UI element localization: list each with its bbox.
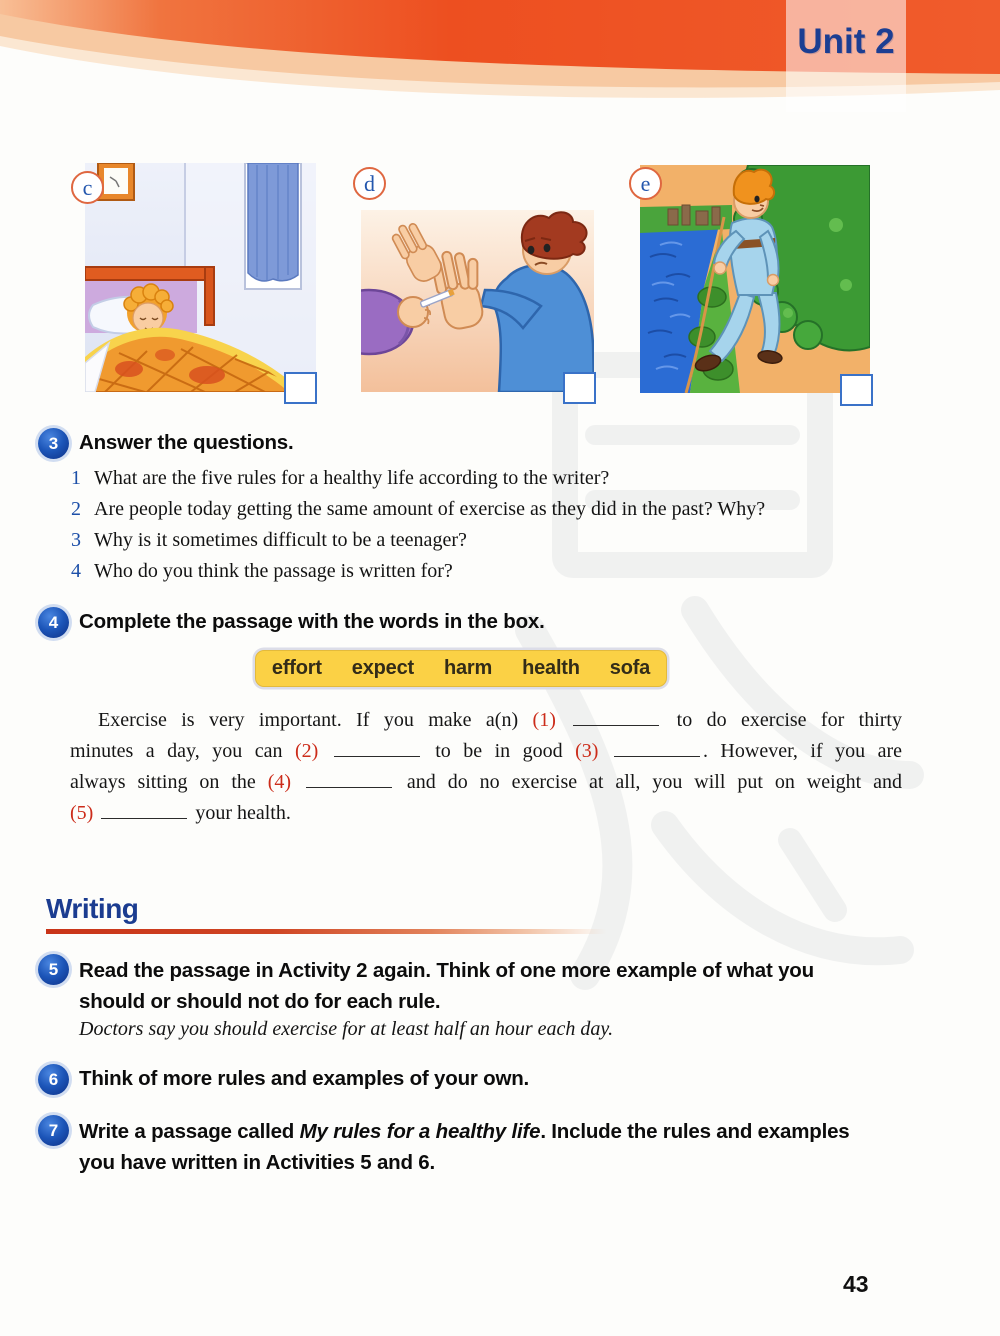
activity-7-italic-title: My rules for a healthy life bbox=[299, 1120, 541, 1143]
question-1-number: 1 bbox=[71, 467, 81, 489]
activity-7-post: . Include the rules and examples bbox=[540, 1120, 850, 1143]
passage-text: to do exercise for thirty bbox=[662, 709, 902, 731]
answer-checkbox-c[interactable] bbox=[284, 372, 317, 404]
activity-3-badge: 3 bbox=[38, 428, 69, 459]
activity-3-title: Answer the questions. bbox=[79, 431, 294, 454]
answer-checkbox-d[interactable] bbox=[563, 372, 596, 404]
header-banner bbox=[0, 0, 1000, 125]
activity-5-title-line1: Read the passage in Activity 2 again. Think of one more example of what you bbox=[79, 959, 814, 982]
activity-5-title bbox=[79, 956, 914, 1017]
question-3 bbox=[71, 529, 765, 560]
passage-text: and do no exercise at all, you will put on weight and bbox=[395, 771, 903, 793]
activity-5-badge: 5 bbox=[38, 954, 69, 985]
activity-7-title bbox=[79, 1117, 914, 1178]
passage-text: your health. bbox=[190, 802, 291, 824]
panel-letter-e: e bbox=[629, 167, 662, 200]
question-1-text: What are the five rules for a healthy life according to the writer? bbox=[94, 467, 610, 489]
question-1 bbox=[71, 467, 765, 498]
activity-6-badge: 6 bbox=[38, 1064, 69, 1095]
passage-text: minutes a day, you can bbox=[70, 740, 295, 762]
example-sentence: Doctors say you should exercise for at least half an hour each day. bbox=[79, 1018, 614, 1040]
passage-text: . However, if you are bbox=[702, 740, 902, 762]
panel-letter-c: c bbox=[71, 171, 104, 204]
blank-marker-3: (3) bbox=[575, 740, 599, 762]
boy-refusing-illustration bbox=[361, 210, 594, 392]
blank-marker-2: (2) bbox=[294, 740, 319, 762]
writing-underline bbox=[46, 929, 612, 934]
picture-panel-e bbox=[640, 165, 870, 393]
activity-5-title-line2: should or should not do for each rule. bbox=[79, 989, 441, 1013]
activity-6-title: Think of more rules and examples of your own. bbox=[79, 1067, 530, 1090]
question-2-number: 2 bbox=[71, 498, 81, 520]
blank-marker-5: (5) bbox=[70, 802, 94, 824]
page-number: 43 bbox=[843, 1271, 869, 1297]
answer-blank-3[interactable] bbox=[614, 751, 700, 757]
passage-line-1 bbox=[70, 705, 902, 736]
answer-checkbox-e[interactable] bbox=[840, 374, 873, 406]
question-4-text: Who do you think the passage is written for? bbox=[94, 560, 453, 582]
question-4 bbox=[71, 560, 765, 591]
cloze-passage bbox=[70, 705, 902, 829]
writing-section-title: Writing bbox=[46, 893, 139, 924]
blank-marker-4: (4) bbox=[267, 771, 292, 793]
activity-4-title: Complete the passage with the words in the box. bbox=[79, 610, 545, 633]
answer-blank-2[interactable] bbox=[334, 751, 420, 757]
passage-text: always sitting on the bbox=[70, 771, 268, 793]
passage-text: Exercise is very important. If you make a(n) bbox=[98, 709, 533, 731]
picture-panel-c bbox=[85, 163, 316, 392]
question-list bbox=[71, 467, 765, 591]
passage-text: to be in good bbox=[422, 740, 576, 762]
boy-walking-illustration bbox=[640, 165, 870, 393]
word-box-word: harm bbox=[443, 657, 493, 679]
boy-sleeping-illustration bbox=[85, 163, 316, 392]
activity-7-pre: Write a passage called bbox=[79, 1120, 300, 1143]
passage-line-2 bbox=[70, 736, 902, 767]
answer-blank-1[interactable] bbox=[573, 720, 659, 726]
answer-blank-4[interactable] bbox=[306, 782, 392, 788]
word-box-word: effort bbox=[271, 657, 322, 679]
panel-letter-d: d bbox=[353, 167, 386, 200]
passage-line-3 bbox=[70, 767, 902, 798]
question-4-number: 4 bbox=[71, 560, 81, 582]
activity-7-title-line2: you have written in Activities 5 and 6. bbox=[79, 1150, 435, 1174]
word-box bbox=[255, 650, 667, 687]
question-2-text: Are people today getting the same amount of exercise as they did in the past? Why? bbox=[94, 498, 766, 520]
word-box-word: health bbox=[522, 657, 580, 679]
question-3-text: Why is it sometimes difficult to be a teenager? bbox=[94, 529, 467, 551]
answer-blank-5[interactable] bbox=[101, 813, 187, 819]
word-box-word: sofa bbox=[609, 657, 651, 679]
question-2 bbox=[71, 498, 765, 529]
question-3-number: 3 bbox=[71, 529, 81, 551]
unit-title: Unit 2 bbox=[797, 22, 895, 61]
activity-7-badge: 7 bbox=[38, 1115, 69, 1146]
activity-7-title-line1 bbox=[79, 1117, 914, 1148]
picture-panel-d bbox=[361, 210, 594, 392]
word-box-word: expect bbox=[351, 657, 414, 679]
passage-line-4 bbox=[70, 798, 902, 829]
blank-marker-1: (1) bbox=[532, 709, 556, 731]
activity-4-badge: 4 bbox=[38, 607, 69, 638]
